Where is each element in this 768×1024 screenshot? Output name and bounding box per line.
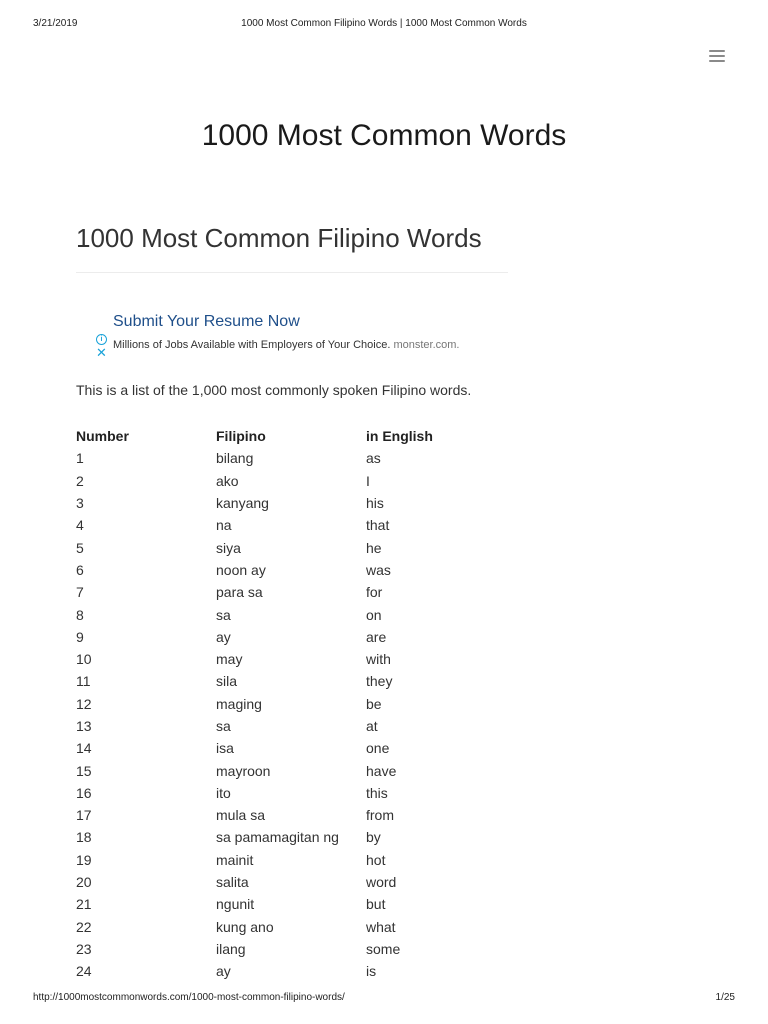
cell-english: one — [366, 740, 390, 757]
cell-filipino: sila — [216, 673, 238, 690]
print-footer — [0, 992, 768, 1006]
cell-english: his — [366, 495, 384, 512]
menu-bar — [709, 60, 725, 62]
cell-filipino: mayroon — [216, 762, 271, 779]
table-row — [76, 826, 486, 848]
cell-number: 8 — [76, 606, 84, 623]
cell-english: what — [366, 918, 396, 935]
table-row — [76, 715, 486, 737]
cell-english: by — [366, 829, 381, 846]
table-row — [76, 603, 486, 625]
header-filipino: Filipino — [216, 428, 266, 445]
cell-filipino: ilang — [216, 940, 246, 957]
info-icon[interactable]: i — [96, 334, 107, 345]
cell-english: I — [366, 472, 370, 489]
cell-english: with — [366, 651, 391, 668]
cell-number: 5 — [76, 539, 84, 556]
cell-english: this — [366, 784, 388, 801]
cell-filipino: mula sa — [216, 807, 266, 824]
cell-number: 4 — [76, 517, 84, 534]
table-row — [76, 492, 486, 514]
cell-number: 22 — [76, 918, 92, 935]
table-row — [76, 559, 486, 581]
table-row — [76, 938, 486, 960]
cell-english: was — [366, 561, 391, 578]
intro-text: This is a list of the 1,000 most commonly spoken Filipino words. — [76, 382, 472, 398]
cell-number: 20 — [76, 874, 92, 891]
cell-number: 14 — [76, 740, 92, 757]
cell-english: on — [366, 606, 382, 623]
cell-filipino: isa — [216, 740, 234, 757]
print-page-number: 1/25 — [715, 992, 735, 1003]
ad-domain[interactable]: monster.com. — [393, 339, 460, 351]
cell-filipino: noon ay — [216, 561, 266, 578]
table-row — [76, 871, 486, 893]
cell-filipino: sa — [216, 606, 231, 623]
print-url: http://1000mostcommonwords.com/1000-most-common-filipino-words/ — [33, 992, 345, 1003]
cell-number: 13 — [76, 718, 92, 734]
table-row — [76, 648, 486, 670]
close-icon[interactable]: ✕ — [96, 345, 107, 360]
table-row — [76, 849, 486, 871]
cell-filipino: salita — [216, 874, 249, 891]
cell-filipino: ay — [216, 628, 231, 645]
hamburger-menu-icon[interactable] — [709, 50, 725, 62]
cell-filipino: may — [216, 651, 243, 668]
table-row — [76, 960, 486, 982]
cell-filipino: kung ano — [216, 918, 274, 935]
table-row — [76, 759, 486, 781]
table-row — [76, 782, 486, 804]
cell-filipino: maging — [216, 695, 262, 712]
menu-bar — [709, 55, 725, 57]
cell-filipino: siya — [216, 539, 241, 556]
cell-filipino: ngunit — [216, 896, 255, 913]
words-table — [76, 425, 486, 982]
table-row — [76, 737, 486, 759]
cell-number: 10 — [76, 651, 92, 668]
cell-english: he — [366, 539, 382, 556]
cell-english: as — [366, 450, 381, 467]
cell-english: some — [366, 940, 401, 957]
cell-number: 21 — [76, 896, 92, 913]
table-row — [76, 536, 486, 558]
ad-description — [113, 339, 459, 351]
table-row — [76, 916, 486, 938]
cell-number: 6 — [76, 561, 84, 578]
cell-number: 3 — [76, 495, 84, 512]
cell-number: 23 — [76, 940, 92, 957]
cell-filipino: para sa — [216, 584, 263, 601]
table-row — [76, 626, 486, 648]
print-page-title: 1000 Most Common Filipino Words | 1000 Most Common Words — [241, 18, 527, 29]
cell-number: 2 — [76, 472, 84, 489]
cell-english: are — [366, 628, 387, 645]
cell-number: 17 — [76, 807, 92, 824]
cell-filipino: sa — [216, 718, 231, 734]
cell-english: word — [366, 874, 397, 891]
cell-number: 11 — [76, 673, 91, 690]
cell-english: at — [366, 718, 378, 734]
cell-number: 15 — [76, 762, 92, 779]
site-title[interactable]: 1000 Most Common Words — [201, 119, 567, 152]
ad-title-link[interactable]: Submit Your Resume Now — [113, 313, 300, 330]
cell-english: but — [366, 896, 386, 913]
table-row — [76, 514, 486, 536]
table-row — [76, 804, 486, 826]
cell-english: is — [366, 963, 377, 980]
table-row — [76, 693, 486, 715]
cell-number: 19 — [76, 851, 92, 868]
header-number: Number — [76, 428, 129, 445]
title-divider — [76, 272, 508, 273]
table-row — [76, 670, 486, 692]
cell-number: 9 — [76, 628, 84, 645]
table-row — [76, 581, 486, 603]
cell-english: they — [366, 673, 393, 690]
cell-filipino: kanyang — [216, 495, 269, 512]
table-row — [76, 470, 486, 492]
table-row — [76, 447, 486, 469]
cell-number: 18 — [76, 829, 92, 846]
print-date: 3/21/2019 — [33, 18, 78, 29]
cell-filipino: bilang — [216, 450, 254, 467]
ad-description-text: Millions of Jobs Available with Employers of Your Choice. — [113, 339, 391, 351]
cell-english: hot — [366, 851, 386, 868]
header-english: in English — [366, 428, 433, 445]
print-header — [0, 18, 768, 32]
cell-english: from — [366, 807, 394, 824]
cell-number: 1 — [76, 450, 84, 467]
cell-filipino: mainit — [216, 851, 254, 868]
cell-number: 24 — [76, 963, 92, 980]
cell-english: for — [366, 584, 383, 601]
menu-bar — [709, 50, 725, 52]
table-header-row — [76, 425, 486, 447]
cell-number: 12 — [76, 695, 92, 712]
cell-filipino: na — [216, 517, 232, 534]
cell-english: be — [366, 695, 382, 712]
cell-number: 7 — [76, 584, 84, 601]
ad-banner[interactable] — [96, 313, 516, 363]
cell-english: that — [366, 517, 390, 534]
cell-english: have — [366, 762, 397, 779]
page-title: 1000 Most Common Filipino Words — [76, 223, 482, 253]
cell-filipino: ay — [216, 963, 231, 980]
cell-filipino: sa pamamagitan ng — [216, 829, 339, 846]
cell-filipino: ito — [216, 784, 231, 801]
table-row — [76, 893, 486, 915]
table-body — [76, 447, 486, 982]
cell-number: 16 — [76, 784, 92, 801]
cell-filipino: ako — [216, 472, 239, 489]
